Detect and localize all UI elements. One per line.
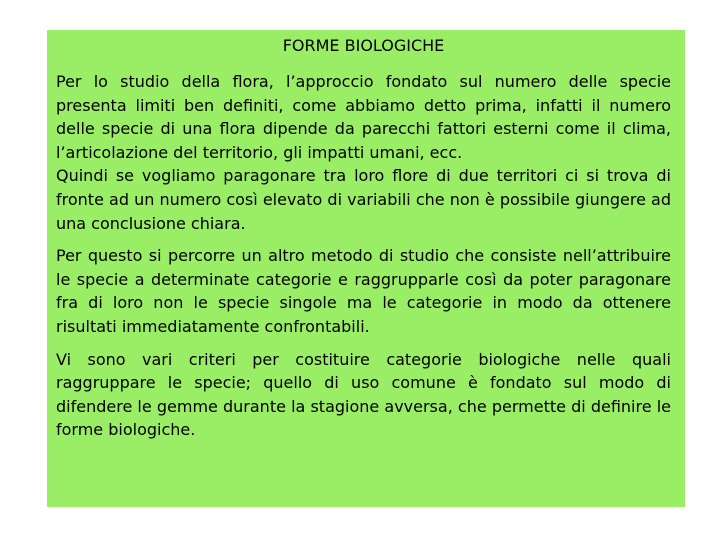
text-block-1 [56,70,671,235]
paragraph-4: Vi sono vari criteri per costituire categorie biologiche nelle quali raggruppare le specie; quello di uso comune è fondato sul modo di difendere le gemme durante la stagione avversa, che permette di definire le forme biologiche. [56,349,671,440]
text-block-2 [56,244,671,338]
paragraph-1: Per lo studio della flora, l’approccio fondato sul numero delle specie presenta limiti ben definiti, come abbiamo detto prima, infatti il numero delle specie di una flora dipende da parecchi fattori esterni come il clima, l’articolazione del territorio, gli impatti umani, ecc. [56,72,671,162]
paragraph-2: Quindi se vogliamo paragonare tra loro flore di due territori ci si trova di fronte ad un numero così elevato di variabili che non è possibile giungere ad una conclusione chiara. [56,166,671,233]
paragraph-3: Per questo si percorre un altro metodo di studio che consiste nell’attribuire le specie a determinate categorie e raggrupparle così da poter paragonare fra di loro non le specie singole ma le categorie in modo da ottenere risultati immediatamente confrontabili. [56,246,671,336]
text-block-3 [56,348,671,442]
document-title: FORME BIOLOGICHE [282,36,445,55]
content-panel [47,30,685,507]
